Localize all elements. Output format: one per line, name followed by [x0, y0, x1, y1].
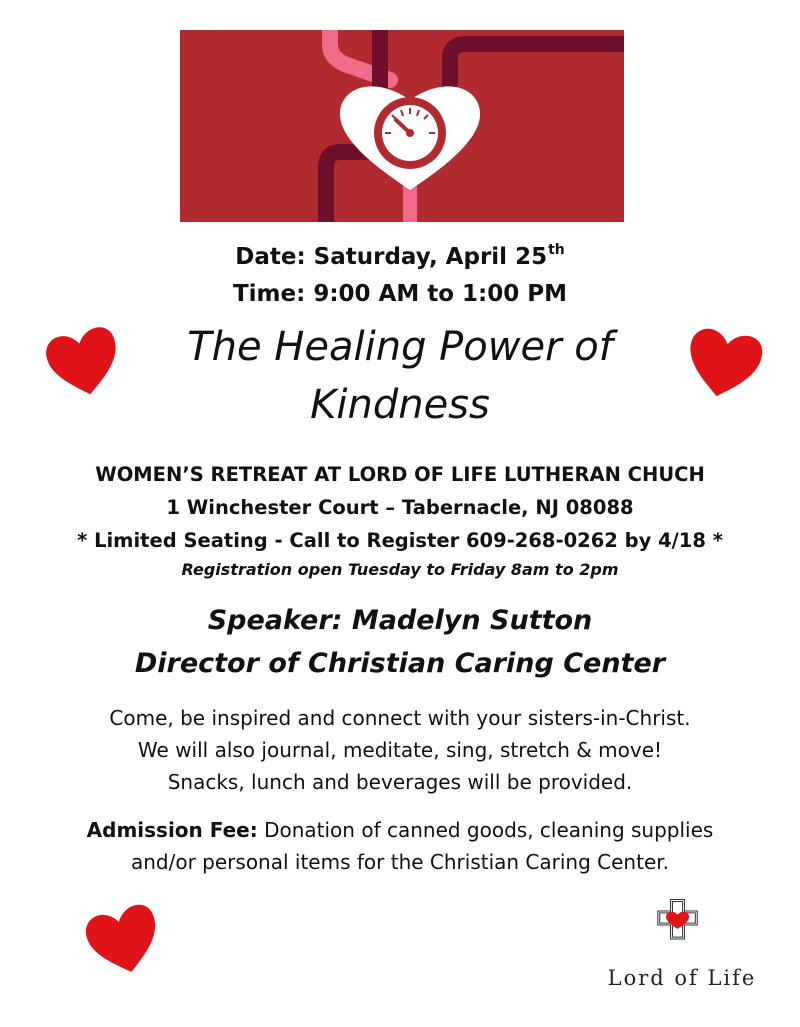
speaker-name: Speaker: Madelyn Sutton — [207, 605, 593, 636]
logo-text: Lord of Life — [607, 966, 757, 990]
red-heart-icon — [84, 900, 162, 976]
retreat-heading: WOMEN’S RETREAT AT LORD OF LIFE LUTHERAN CHUCH — [95, 463, 705, 486]
cross-heart-icon — [592, 897, 772, 967]
speaker-info — [0, 599, 800, 685]
retreat-registration: * Limited Seating - Call to Register 609-268-0262 by 4/18 * — [77, 529, 723, 552]
admission-line-2: and/or personal items for the Christian Caring Center. — [131, 850, 669, 874]
event-date: Date: Saturday, April 25th — [235, 242, 565, 270]
event-datetime — [0, 232, 800, 313]
red-heart-icon — [44, 322, 122, 398]
event-description — [0, 702, 800, 798]
speaker-title: Director of Christian Caring Center — [134, 648, 666, 679]
title-line-2: Kindness — [310, 382, 490, 428]
admission-label: Admission Fee: — [86, 818, 258, 842]
retreat-address: 1 Winchester Court – Tabernacle, NJ 08088 — [166, 496, 634, 519]
retreat-info — [0, 458, 800, 557]
date-suffix: th — [548, 242, 565, 258]
description-line-1: Come, be inspired and connect with your sisters-in-Christ. — [109, 706, 691, 730]
heart-gauge-banner-icon — [180, 30, 624, 222]
admission-fee — [0, 814, 800, 878]
admission-line-1: Admission Fee: Donation of canned goods, cleaning supplies — [86, 818, 714, 842]
description-line-3: Snacks, lunch and beverages will be provided. — [167, 770, 633, 794]
red-heart-icon — [684, 322, 764, 400]
registration-hours: Registration open Tuesday to Friday 8am to 2pm — [181, 560, 619, 579]
event-time: Time: 9:00 AM to 1:00 PM — [232, 281, 568, 307]
title-line-1: The Healing Power of — [187, 324, 613, 370]
description-line-2: We will also journal, meditate, sing, stretch & move! — [137, 738, 663, 762]
